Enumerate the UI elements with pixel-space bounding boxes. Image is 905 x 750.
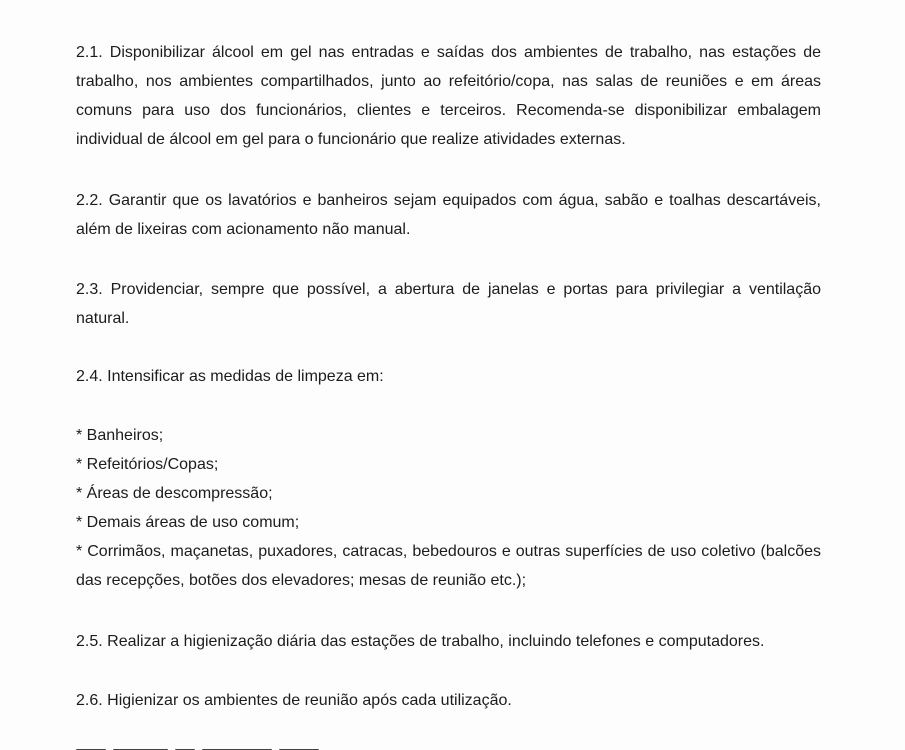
cropped-text-line-top bbox=[160, 0, 330, 5]
list-item: * Áreas de descompressão; bbox=[76, 485, 273, 502]
cropped-text-line-bottom bbox=[76, 742, 336, 750]
cleaning-areas-list bbox=[76, 421, 821, 595]
paragraph-2-3: 2.3. Providenciar, sempre que possível, a abertura de janelas e portas para privilegiar a ventilação natural. bbox=[76, 281, 821, 327]
paragraph-2-1: 2.1. Disponibilizar álcool em gel nas entradas e saídas dos ambientes de trabalho, nas estações de trabalho, nos ambientes compartilhados, junto ao refeitório/copa, nas salas de reuniões e em áreas comuns para uso dos funcionários, clientes e terceiros. Recomenda-se disponibilizar embalagem individual de álcool em gel para o funcionário que realize atividades externas. bbox=[76, 44, 821, 148]
list-item: * Corrimãos, maçanetas, puxadores, catracas, bebedouros e outras superfícies de uso coletivo (balcões das recepções, botões dos elevadores; mesas de reunião etc.); bbox=[76, 543, 821, 589]
list-item: * Demais áreas de uso comum; bbox=[76, 514, 300, 531]
list-item: * Banheiros; bbox=[76, 427, 164, 444]
list-item: * Refeitórios/Copas; bbox=[76, 456, 219, 473]
paragraph-2-5: 2.5. Realizar a higienização diária das estações de trabalho, incluindo telefones e computadores. bbox=[76, 633, 765, 650]
paragraph-2-2: 2.2. Garantir que os lavatórios e banheiros sejam equipados com água, sabão e toalhas descartáveis, além de lixeiras com acionamento não manual. bbox=[76, 192, 821, 238]
paragraph-2-4: 2.4. Intensificar as medidas de limpeza em: bbox=[76, 368, 384, 385]
paragraph-2-6: 2.6. Higienizar os ambientes de reunião após cada utilização. bbox=[76, 692, 512, 709]
